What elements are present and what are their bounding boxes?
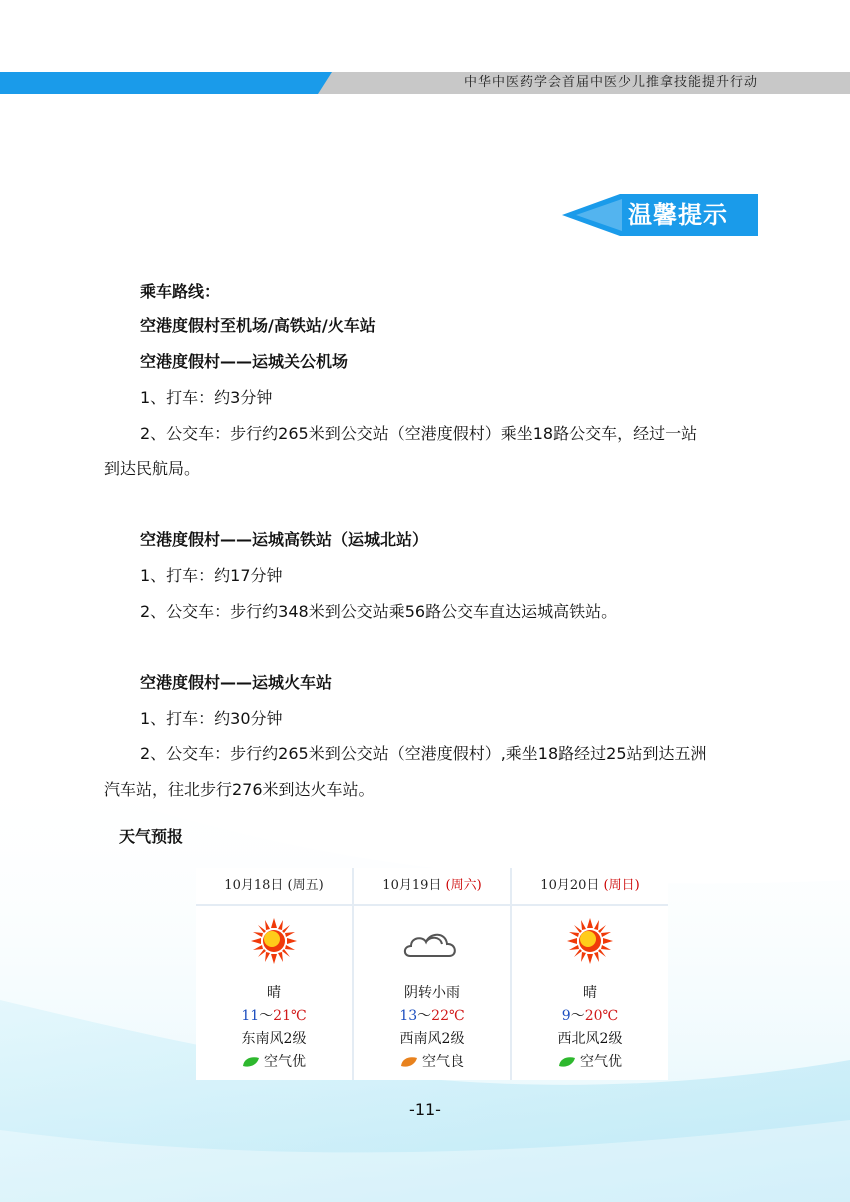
weather-temp-sep: ～	[259, 1008, 274, 1024]
route-hsr-title: 空港度假村——运城高铁站（运城北站）	[140, 530, 429, 549]
orange-leaf-icon	[400, 1056, 418, 1068]
weather-air-label: 空气优	[580, 1054, 622, 1070]
green-leaf-icon	[242, 1056, 260, 1068]
weather-temp-high: 20℃	[584, 1008, 619, 1024]
weather-day-header	[512, 868, 668, 906]
weather-date: 10月20日	[540, 878, 600, 893]
weather-day	[512, 868, 668, 1080]
weather-weekday: (周日)	[603, 878, 640, 893]
weather-day-header	[354, 868, 510, 906]
green-leaf-icon	[558, 1056, 576, 1068]
route-airport-taxi: 1、打车：约3分钟	[140, 388, 273, 407]
sun-icon	[251, 918, 297, 964]
weather-temp-sep: ～	[417, 1008, 432, 1024]
weather-temp	[512, 1005, 668, 1025]
weather-temp-high: 22℃	[431, 1008, 465, 1024]
page-number: -11-	[409, 1100, 441, 1119]
route-airport-bus-cont: 到达民航局。	[104, 459, 201, 478]
weather-air-label: 空气优	[264, 1054, 306, 1070]
weather-desc: 阴转小雨	[404, 985, 460, 1001]
weather-table	[196, 868, 668, 1080]
weather-weekday: (周六)	[445, 878, 482, 893]
route-hsr-bus: 2、公交车：步行约348米到公交站乘56路公交车直达运城高铁站。	[140, 602, 618, 621]
weather-temp-low: 13	[399, 1008, 418, 1024]
weather-air	[196, 1051, 352, 1071]
weather-temp-low: 11	[241, 1008, 260, 1024]
weather-day-header	[196, 868, 352, 906]
weather-wind: 东南风2级	[241, 1031, 307, 1047]
weather-wind: 西北风2级	[557, 1031, 623, 1047]
route-train-bus-cont: 汽车站，往北步行276米到达火车站。	[104, 780, 375, 799]
route-hsr-taxi: 1、打车：约17分钟	[140, 566, 283, 585]
header-title: 中华中医药学会首届中医少儿推拿技能提升行动	[463, 75, 758, 90]
weather-temp	[196, 1005, 352, 1025]
cloud-icon	[400, 918, 464, 964]
weather-air-label: 空气良	[422, 1054, 464, 1070]
sun-icon	[567, 918, 613, 964]
route-airport-bus: 2、公交车：步行约265米到公交站（空港度假村）乘坐18路公交车，经过一站	[140, 424, 698, 443]
banner-title: 温馨提示	[628, 201, 728, 229]
route-train-bus: 2、公交车：步行约265米到公交站（空港度假村）,乘坐18路经过25站到达五洲	[140, 744, 707, 763]
weather-weekday: (周五)	[287, 878, 324, 893]
weather-wind: 西南风2级	[399, 1031, 465, 1047]
route-airport-title: 空港度假村——运城关公机场	[140, 352, 349, 371]
route-train-title: 空港度假村——运城火车站	[140, 673, 333, 692]
routes-subheading: 空港度假村至机场/高铁站/火车站	[140, 316, 376, 335]
weather-temp-sep: ～	[570, 1008, 585, 1024]
weather-desc: 晴	[267, 985, 281, 1001]
weather-date: 10月19日	[382, 878, 442, 893]
routes-heading: 乘车路线：	[140, 282, 221, 301]
weather-temp-high: 21℃	[273, 1008, 307, 1024]
weather-day	[354, 868, 512, 1080]
weather-temp-low: 9	[561, 1008, 571, 1024]
weather-title: 天气预报	[119, 827, 184, 846]
weather-date: 10月18日	[224, 878, 284, 893]
weather-air	[512, 1051, 668, 1071]
weather-desc: 晴	[583, 985, 597, 1001]
weather-day	[196, 868, 354, 1080]
weather-air	[354, 1051, 510, 1071]
route-train-taxi: 1、打车：约30分钟	[140, 709, 283, 728]
weather-temp	[354, 1005, 510, 1025]
